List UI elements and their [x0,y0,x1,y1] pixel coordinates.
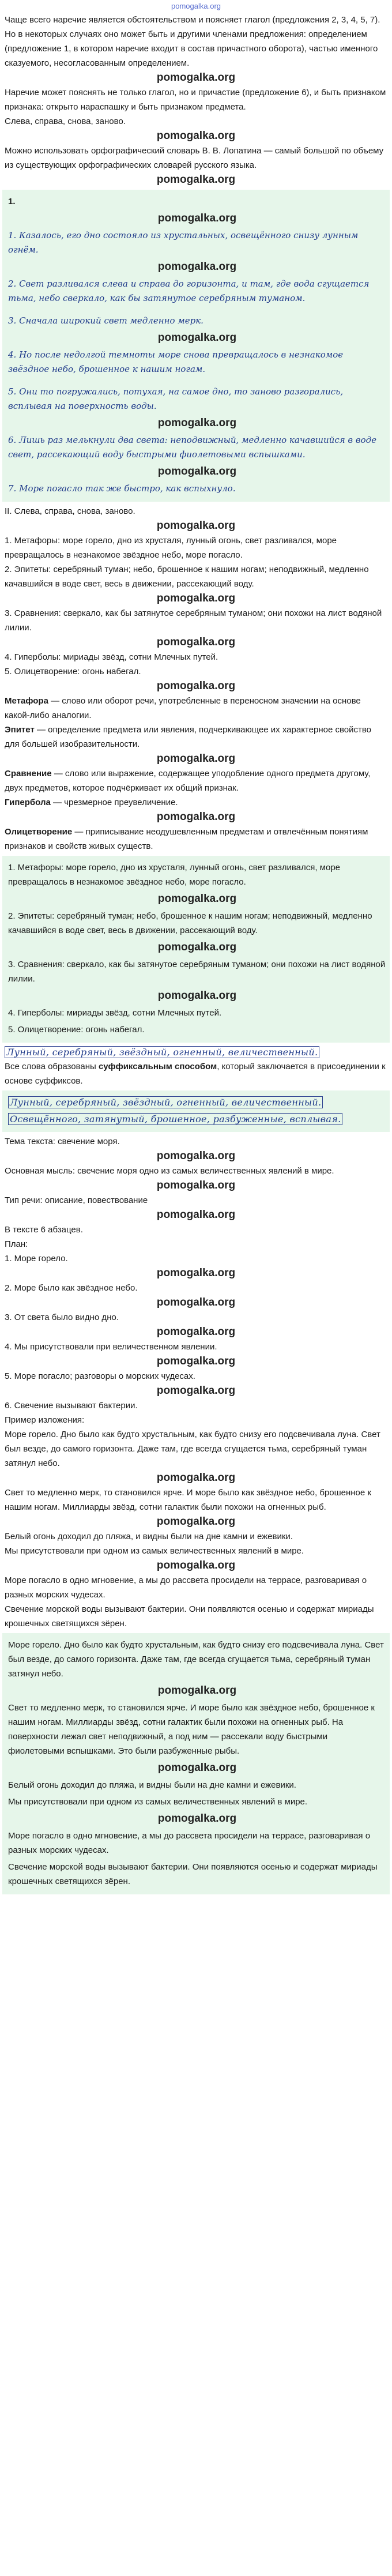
task3-line: 3. Сравнения: сверкало, как бы затянутое серебряным туманом; они похожи на лист водяной лилии. [8,960,386,984]
definition-personification: Олицетворение — приписывание неодушевленным предметам и отвлечённым понятиям признаков и свойств живых существ. [5,827,368,851]
watermark: pomogalka.org [157,990,237,1002]
intro-paragraph-2: Но в некоторых случаях оно может быть и другими членами предложения: определением (предложение 1, в котором наречие входит в состав причастного оборота), частью именного сказуемого, несогласованным определением. [5,29,378,68]
morpheme-block [2,1090,390,1132]
term: Эпитет [5,725,35,735]
task1-item: 1. Казалось, его дно состояло из хрустальных, освещённого снизу лунным огнём. [8,230,359,255]
plan-item: 4. Мы присутствовали при величественном явлении. [5,1342,217,1352]
watermark: pomogalka.org [157,893,237,905]
watermark: pomogalka.org [156,72,236,84]
watermark: pomogalka.org [156,1296,236,1308]
plan-item: 1. Море горело. [5,1254,68,1263]
site-header[interactable]: pomogalka.org [171,2,221,10]
watermark: pomogalka.org [156,811,236,823]
watermark: pomogalka.org [156,1472,236,1484]
morpheme-analysis-1: Лунный, серебряный, звёздный, огненный, величественный. [2,1045,390,1059]
task1-item: 2. Свет разливался слева и справа до горизонта, и там, где вода сгущается тьма, небо сверкало, как бы затянутое серебряным туманом. [8,279,370,303]
example-label: Пример изложения: [5,1415,85,1425]
task1-item: 4. Но после недолгой темноты море снова превращалось в незнакомое звёздное небо, брошенное к нашим ногам. [8,349,344,374]
text-info: Основная мысль: свечение моря одно из самых величественных явлений в мире. [5,1166,334,1176]
watermark: pomogalka.org [156,1559,236,1571]
watermark: pomogalka.org [156,1355,236,1367]
watermark: pomogalka.org [157,941,237,953]
task1-item: 5. Они то погружались, потухая, на самое дно, то заново разгорались, всплывая на поверхность воды. [8,386,344,411]
task1-number: 1. [8,197,16,206]
essay-paragraph: Море горело. Дно было как будто хрустальным, как будто снизу его подсвечивала луна. Свет был везде, до самого горизонта. Даже там, где всегда сгущается тьма, серебряный туман затянул небо. [8,1640,384,1679]
task3-line: 4. Гиперболы: мириады звёзд, сотни Млечных путей. [8,1008,222,1018]
essay-paragraph: Свечение морской воды вызывают бактерии. Они появляются осенью и содержат мириады крошечных светящихся зёрен. [5,1604,374,1629]
task1-item: 3. Сначала широкий свет медленно мерк. [8,315,203,326]
plan-item: 5. Море погасло; разговоры о морских чудесах. [5,1371,195,1381]
intro-paragraph-1: Чаще всего наречие является обстоятельством и поясняет глагол (предложения 2, 3, 4, 5, 7). [5,15,380,25]
task3-block [2,856,390,1043]
text-info: В тексте 6 абзацев. [5,1225,83,1235]
watermark: pomogalka.org [156,1209,236,1221]
definition-epithet: Эпитет — определение предмета или явления, подчеркивающее их характерное свойство для большей изобразительности. [5,725,371,749]
text-info: План: [5,1239,28,1249]
task3-line: 1. Метафоры: море горело, дно из хрусталя, лунный огонь, свет разливался, море превращалось в незнакомое звёздное небо, море погасло. [8,863,341,887]
task1-item: 6. Лишь раз мелькнули два света: неподвижный, медленно качавшийся в воде свет, рассекающий воду быстрыми фиолетовыми вспышками. [8,435,377,460]
watermark: pomogalka.org [157,212,237,224]
term: Олицетворение [5,827,73,837]
text-info: Тип речи: описание, повествование [5,1195,148,1205]
essay-paragraph: Свечение морской воды вызывают бактерии. Они появляются осенью и содержат мириады крошечных светящихся зёрен. [8,1862,378,1886]
definition-comparison: Сравнение — слово или выражение, содержащее уподобление одного предмета другому, двух предметов, которое подчёркивает их общий признак. [5,769,371,793]
task2-line: 3. Сравнения: сверкало, как бы затянутое серебряным туманом; они похожи на лист водяной лилии. [5,608,382,633]
watermark: pomogalka.org [156,753,236,765]
watermark: pomogalka.org [157,1762,237,1774]
watermark: pomogalka.org [156,1326,236,1338]
essay-paragraph: Свет то медленно мерк, то становился ярче. И море было как звёздное небо, брошенное к нашим ногам. Миллиарды звёзд, сотни галактик были похожи на огненных рыб. На поверхности лежал свет неподвижный, а под ним — рассекали воду быстрыми фиолетовыми вспышками. Это были разбуженные рыбы. [8,1703,375,1756]
watermark: pomogalka.org [156,592,236,604]
watermark: pomogalka.org [157,1812,237,1825]
watermark: pomogalka.org [156,1179,236,1191]
essay-green-block [2,1633,390,1894]
task1-item: 7. Море погасло так же быстро, как вспыхнуло. [8,483,236,494]
morpheme-analysis-3: Освещённого, затянутый, брошенное, разбуженные, всплывая. [8,1112,386,1126]
task2-line: 4. Гиперболы: мириады звёзд, сотни Млечных путей. [5,652,218,662]
watermark: pomogalka.org [157,332,237,344]
definition-hyperbole: Гипербола — чрезмерное преувеличение. [5,798,178,807]
task3-line: 5. Олицетворение: огонь набегал. [8,1025,145,1035]
plan-item: 6. Свечение вызывают бактерии. [5,1401,138,1411]
term: Метафора [5,696,48,706]
watermark: pomogalka.org [156,1385,236,1397]
essay-paragraph: Море погасло в одно мгновение, а мы до рассвета просидели на террасе, разговаривая о разных морских чудесах. [5,1575,367,1600]
essay-paragraph: Море горело. Дно было как будто хрустальным, как будто снизу его подсвечивала луна. Свет был везде, до самого горизонта. Даже там, где всегда сгущается тьма, серебряный туман затянул небо. [5,1430,380,1468]
task1-block [2,190,390,502]
watermark: pomogalka.org [157,261,237,273]
watermark: pomogalka.org [157,417,237,429]
task2-line: 1. Метафоры: море горело, дно из хрусталя, лунный огонь, свет разливался, море превращалось в незнакомое звёздное небо, море погасло. [5,536,337,560]
watermark: pomogalka.org [157,1684,237,1697]
task2-line: 2. Эпитеты: серебряный туман; небо, брошенное к нашим ногам; неподвижный, медленно качавшийся в воде свет, весь в движении, рассекающий воду. [5,565,369,589]
watermark: pomogalka.org [156,1150,236,1162]
essay-paragraph: Море погасло в одно мгновение, а мы до рассвета просидели на террасе, разговаривая о разных морских чудесах. [8,1831,371,1855]
watermark: pomogalka.org [156,636,236,648]
intro-paragraph-3: Наречие может пояснять не только глагол, но и причастие (предложение 6), и быть признаком признака: открыто нараспашку и быть признаком предмета. [5,88,386,112]
essay-paragraph: Белый огонь доходил до пляжа, и видны были на дне камни и ежевики. [5,1532,293,1541]
morpheme-analysis-2: Лунный, серебряный, звёздный, огненный, величественный. [8,1095,386,1110]
intro-paragraph-4: Слева, справа, снова, заново. [5,116,126,126]
watermark: pomogalka.org [156,520,236,532]
task2-line: II. Слева, справа, снова, заново. [5,506,135,516]
essay-paragraph: Мы присутствовали при одном из самых величественных явлений в мире. [8,1797,308,1807]
watermark: pomogalka.org [156,130,236,142]
suffix-note: Все слова образованы суффиксальным способом, который заключается в присоединении к основе суффиксов. [5,1062,386,1086]
plan-item: 2. Море было как звёздное небо. [5,1283,138,1293]
watermark: pomogalka.org [156,1515,236,1528]
term: Сравнение [5,769,52,779]
plan-item: 3. От света было видно дно. [5,1313,119,1322]
watermark: pomogalka.org [157,465,237,477]
watermark: pomogalka.org [156,174,236,186]
essay-paragraph: Белый огонь доходил до пляжа, и видны были на дне камни и ежевики. [8,1780,296,1790]
definition-metaphor: Метафора — слово или оборот речи, употребленные в переносном значении на основе какой-либо аналогии. [5,696,361,720]
watermark: pomogalka.org [156,680,236,692]
intro-paragraph-5: Можно использовать орфографический словарь В. В. Лопатина — самый большой по объему из существующих орфографических словарей русского языка. [5,146,384,170]
term: Гипербола [5,798,51,807]
essay-paragraph: Мы присутствовали при одном из самых величественных явлений в мире. [5,1546,304,1556]
text-info: Тема текста: свечение моря. [5,1137,120,1146]
task3-line: 2. Эпитеты: серебряный туман; небо, брошенное к нашим ногам; неподвижный, медленно качавшийся в воде свет, весь в движении, рассекающий воду. [8,911,372,935]
watermark: pomogalka.org [156,1267,236,1279]
essay-paragraph: Свет то медленно мерк, то становился ярче. И море было как звёздное небо, брошенное к нашим ногам. Миллиарды звёзд, сотни галактик были похожи на огненных рыб. [5,1488,371,1512]
task2-line: 5. Олицетворение: огонь набегал. [5,667,141,676]
